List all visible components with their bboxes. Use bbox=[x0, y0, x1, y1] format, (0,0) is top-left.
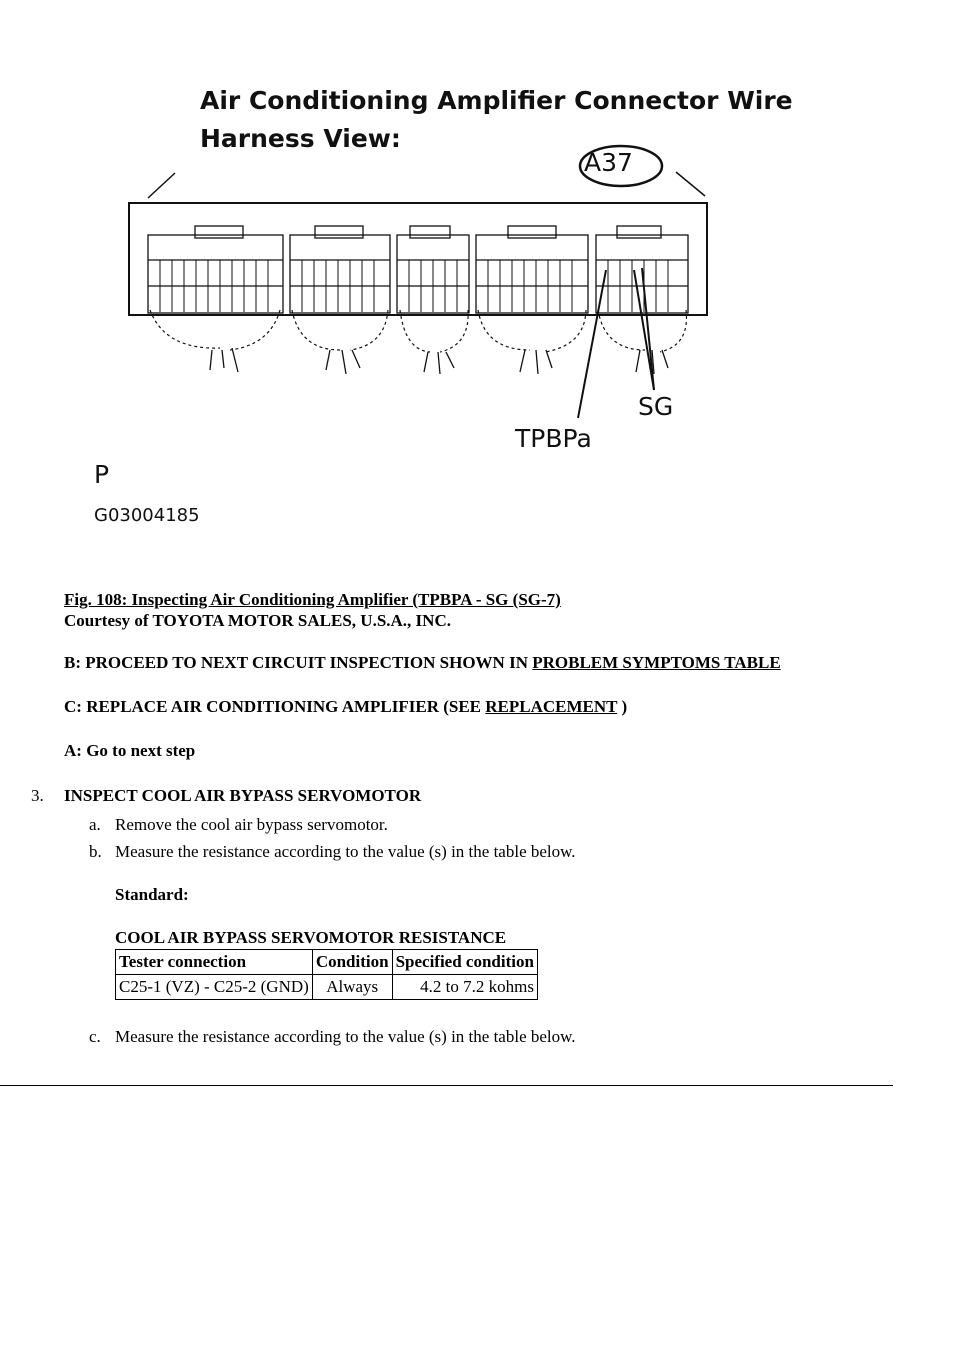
table-cell: Always bbox=[312, 975, 392, 1000]
step-item-c-marker: c. bbox=[89, 1027, 101, 1046]
result-b bbox=[64, 653, 781, 673]
table-row bbox=[116, 975, 538, 1000]
result-c-text: C: REPLACE AIR CONDITIONING AMPLIFIER (SEE bbox=[64, 697, 486, 716]
courtesy-line: Courtesy of TOYOTA MOTOR SALES, U.S.A., INC. bbox=[64, 611, 451, 630]
page-divider bbox=[0, 1085, 893, 1086]
pin-label-tpbpa: TPBPa bbox=[515, 424, 592, 453]
connector-diagram bbox=[0, 0, 960, 560]
table-cell: C25-1 (VZ) - C25-2 (GND) bbox=[116, 975, 313, 1000]
table-header: Tester connection bbox=[116, 950, 313, 975]
step-item-b-marker: b. bbox=[89, 842, 102, 861]
view-letter: P bbox=[94, 460, 110, 489]
step-item-a: Remove the cool air bypass servomotor. bbox=[115, 815, 388, 834]
resistance-table bbox=[115, 949, 538, 1000]
figure-caption: Fig. 108: Inspecting Air Conditioning Amplifier (TPBPA - SG (SG-7) bbox=[64, 590, 561, 609]
step-item-a-marker: a. bbox=[89, 815, 101, 834]
result-b-text: B: PROCEED TO NEXT CIRCUIT INSPECTION SHOWN IN bbox=[64, 653, 533, 672]
pin-label-sg: SG bbox=[638, 392, 674, 421]
step-item-c: Measure the resistance according to the value (s) in the table below. bbox=[115, 1027, 576, 1046]
standard-label: Standard: bbox=[115, 885, 189, 904]
figure-title-line2: Harness View: bbox=[200, 124, 401, 153]
table-header: Specified condition bbox=[392, 950, 537, 975]
step-title: INSPECT COOL AIR BYPASS SERVOMOTOR bbox=[64, 786, 422, 805]
table-header-row bbox=[116, 950, 538, 975]
table-header: Condition bbox=[312, 950, 392, 975]
step-item-b: Measure the resistance according to the value (s) in the table below. bbox=[115, 842, 576, 861]
graphic-id: G03004185 bbox=[94, 505, 200, 526]
step-number: 3. bbox=[31, 786, 44, 805]
table-cell: 4.2 to 7.2 kohms bbox=[392, 975, 537, 1000]
result-c-suffix: ) bbox=[617, 697, 628, 716]
result-a: A: Go to next step bbox=[64, 741, 196, 760]
connector-id-label: A37 bbox=[584, 148, 633, 177]
table-title: COOL AIR BYPASS SERVOMOTOR RESISTANCE bbox=[115, 928, 507, 947]
figure-title-line1: Air Conditioning Amplifier Connector Wire bbox=[200, 86, 793, 115]
replacement-link[interactable]: REPLACEMENT bbox=[485, 697, 618, 716]
problem-symptoms-table-link[interactable]: PROBLEM SYMPTOMS TABLE bbox=[532, 653, 781, 672]
result-c bbox=[64, 697, 627, 717]
